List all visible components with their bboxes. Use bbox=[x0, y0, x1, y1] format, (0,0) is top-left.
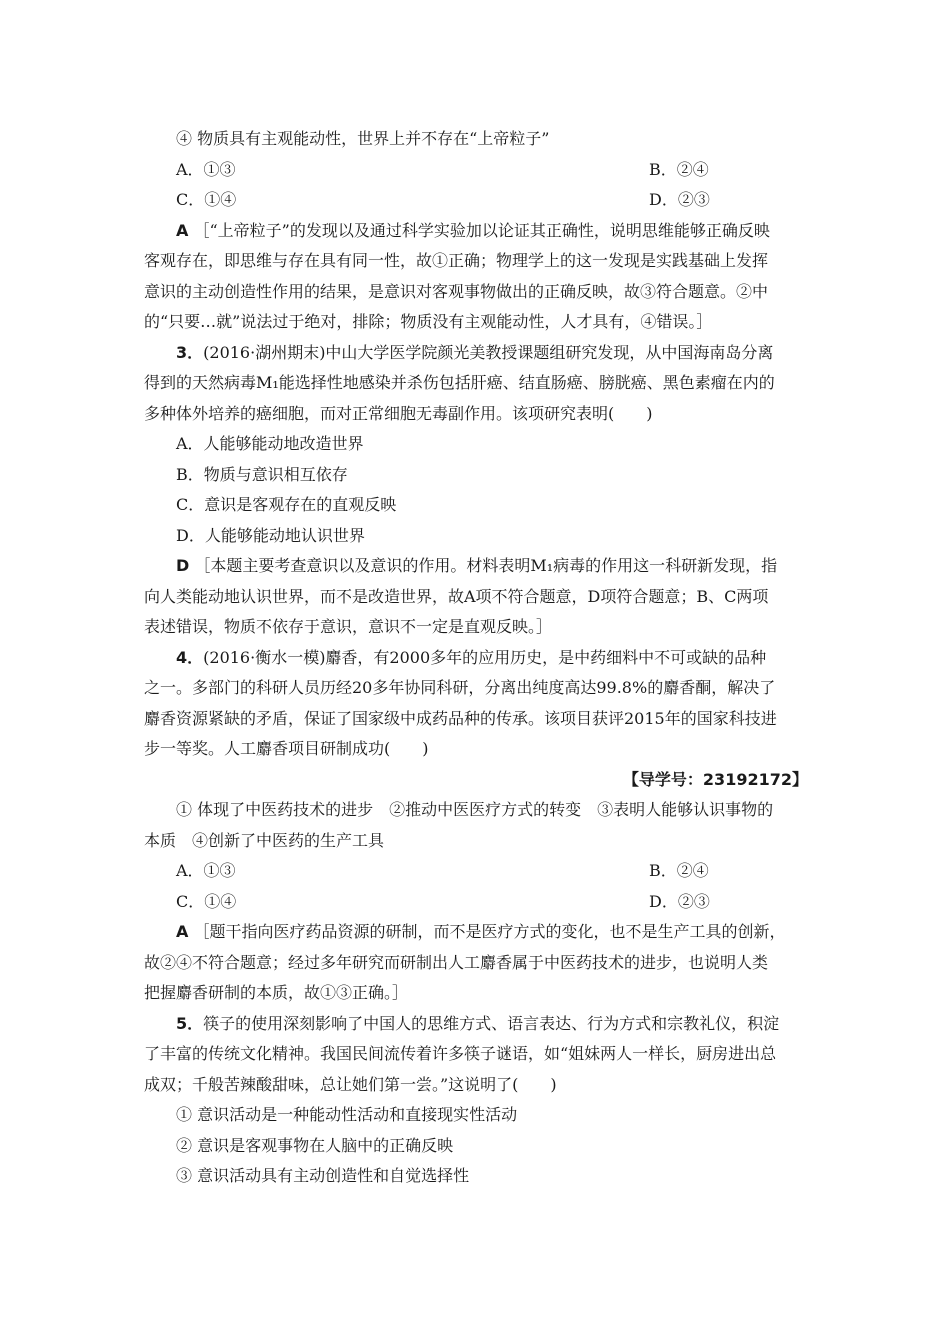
q4-answer-letter: A bbox=[176, 922, 189, 941]
q2-options-row-2 bbox=[176, 189, 840, 211]
q3-stem-line-3: 多种体外培养的癌细胞，而对正常细胞无毒副作用。该项研究表明( ) bbox=[144, 404, 653, 423]
q2-answer-line-2: 客观存在，即思维与存在具有同一性，故①正确；物理学上的这一发现是实践基础上发挥 bbox=[144, 251, 769, 270]
q4-options-row-1 bbox=[176, 860, 840, 882]
q4-option-c: C．①④ bbox=[176, 892, 237, 911]
q4-answer-line-3: 把握麝香研制的本质，故①③正确。］ bbox=[144, 983, 409, 1002]
q2-answer-line-4: 的“只要…就”说法过于绝对，排除；物质没有主观能动性，人才具有，④错误。］ bbox=[144, 312, 713, 331]
q2-option-c: C．①④ bbox=[176, 190, 237, 209]
q5-statement-1: ① 意识活动是一种能动性活动和直接现实性活动 bbox=[176, 1105, 518, 1124]
q3-answer-letter: D bbox=[176, 556, 190, 575]
q5-number: 5． bbox=[176, 1014, 204, 1033]
q4-options-row-2 bbox=[176, 891, 840, 913]
q4-answer-text-1: ［题干指向医疗药品资源的研制，而不是医疗方式的变化，也不是生产工具的创新， bbox=[193, 922, 786, 941]
q3-option-b: B．物质与意识相互依存 bbox=[176, 465, 348, 484]
q3-stem-line-1 bbox=[176, 342, 840, 364]
q3-option-c: C．意识是客观存在的直观反映 bbox=[176, 495, 397, 514]
q3-answer-text-1: ［本题主要考查意识以及意识的作用。材料表明M₁病毒的作用这一科研新发现，指 bbox=[194, 556, 778, 575]
q2-option-d: D．②③ bbox=[649, 190, 710, 209]
q2-option-b: B．②④ bbox=[649, 160, 709, 179]
q3-answer-line-1 bbox=[176, 555, 840, 577]
q2-options-row-1 bbox=[176, 159, 840, 181]
q4-doc-number: 【导学号：23192172】 bbox=[622, 770, 808, 789]
q4-answer-line-2: 故②④不符合题意；经过多年研究而研制出人工麝香属于中医药技术的进步，也说明人类 bbox=[144, 953, 769, 972]
q3-option-a: A．人能够能动地改造世界 bbox=[176, 434, 364, 453]
q4-option-d: D．②③ bbox=[649, 892, 710, 911]
q2-answer-text-1: ［“上帝粒子”的发现以及通过科学实验加以论证其正确性，说明思维能够正确反映 bbox=[193, 221, 770, 240]
q5-statement-3: ③ 意识活动具有主动创造性和自觉选择性 bbox=[176, 1166, 470, 1185]
q5-stem-text-1: 筷子的使用深刻影响了中国人的思维方式、语言表达、行为方式和宗教礼仪，积淀 bbox=[203, 1014, 780, 1033]
q3-answer-line-2: 向人类能动地认识世界，而不是改造世界，故A项不符合题意，D项符合题意；B、C两项 bbox=[144, 587, 769, 606]
q4-statements-line-1: ① 体现了中医药技术的进步 ②推动中医医疗方式的转变 ③表明人能够认识事物的 bbox=[176, 800, 774, 819]
q4-option-a: A．①③ bbox=[176, 861, 236, 880]
q5-statement-2: ② 意识是客观事物在人脑中的正确反映 bbox=[176, 1136, 454, 1155]
q4-stem-line-3: 麝香资源紧缺的矛盾，保证了国家级中成药品种的传承。该项目获评2015年的国家科技进 bbox=[144, 709, 777, 728]
q4-stem-line-4: 步一等奖。人工麝香项目研制成功( ) bbox=[144, 739, 429, 758]
q2-answer-line-1 bbox=[176, 220, 840, 242]
q5-stem-line-3: 成双；千般苦辣酸甜味，总让她们第一尝。”这说明了( ) bbox=[144, 1075, 557, 1094]
q3-number: 3． bbox=[176, 343, 204, 362]
q2-option-a: A．①③ bbox=[176, 160, 236, 179]
q3-option-d: D．人能够能动地认识世界 bbox=[176, 526, 365, 545]
q4-stem-text-1: (2016·衡水一模)麝香，有2000多年的应用历史，是中药细料中不可或缺的品种 bbox=[203, 648, 767, 667]
q4-stem-line-1 bbox=[176, 647, 840, 669]
q3-stem-text-1: (2016·湖州期末)中山大学医学院颜光美教授课题组研究发现，从中国海南岛分离 bbox=[203, 343, 774, 362]
q2-answer-line-3: 意识的主动创造性作用的结果，是意识对客观事物做出的正确反映，故③符合题意。②中 bbox=[144, 282, 769, 301]
q5-stem-line-2: 了丰富的传统文化精神。我国民间流传着许多筷子谜语，如“姐妹两人一样长，厨房进出总 bbox=[144, 1044, 777, 1063]
q3-stem-line-2: 得到的天然病毒M₁能选择性地感染并杀伤包括肝癌、结直肠癌、膀胱癌、黑色素瘤在内的 bbox=[144, 373, 775, 392]
q4-statements-line-2: 本质 ④创新了中医药的生产工具 bbox=[144, 831, 385, 850]
q2-answer-letter: A bbox=[176, 221, 189, 240]
q2-statement-4: ④ 物质具有主观能动性，世界上并不存在“上帝粒子” bbox=[176, 129, 550, 148]
q4-answer-line-1 bbox=[176, 921, 840, 943]
q4-number: 4． bbox=[176, 648, 204, 667]
q4-stem-line-2: 之一。多部门的科研人员历经20多年协同科研，分离出纯度高达99.8%的麝香酮，解决了 bbox=[144, 678, 776, 697]
q5-stem-line-1 bbox=[176, 1013, 840, 1035]
q3-answer-line-3: 表述错误，物质不依存于意识，意识不一定是直观反映。］ bbox=[144, 617, 553, 636]
q4-option-b: B．②④ bbox=[649, 861, 709, 880]
